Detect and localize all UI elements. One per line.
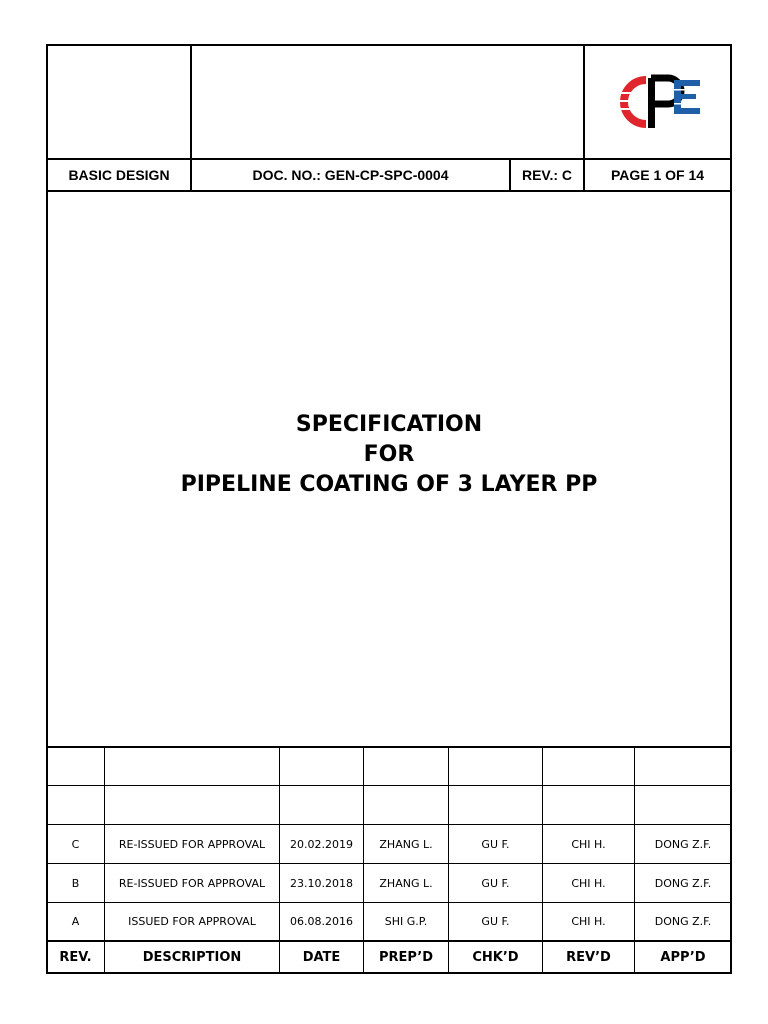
checked-cell: [449, 786, 542, 824]
revision-label: REV.: C: [521, 167, 573, 183]
description-cell: [105, 747, 279, 785]
doc-number: DOC. NO.: GEN-CP-SPC-0004: [252, 167, 449, 183]
prepared-cell: ZHANG L.: [379, 876, 433, 890]
column-header-rev: REV.: [59, 950, 92, 965]
cpe-logo: [616, 70, 704, 134]
reviewed-cell: CHI H.: [571, 876, 606, 890]
description-cell: RE-ISSUED FOR APPROVAL: [118, 837, 266, 851]
approved-cell: DONG Z.F.: [654, 876, 712, 890]
description-cell: [105, 786, 279, 824]
date-cell: 23.10.2018: [290, 876, 353, 890]
column-header-prepared: PREP’D: [378, 950, 434, 965]
checked-cell: [449, 747, 542, 785]
approved-cell: DONG Z.F.: [654, 915, 712, 928]
column-header-checked: CHK’D: [472, 950, 519, 965]
reviewed-cell: [543, 747, 634, 785]
header-bottom-border: [46, 190, 732, 192]
reviewed-cell: CHI H.: [571, 915, 606, 928]
date-cell: 20.02.2019: [290, 837, 353, 851]
checked-cell: GU F.: [481, 837, 510, 851]
prepared-cell: [364, 786, 448, 824]
title-line-3: PIPELINE COATING OF 3 LAYER PP: [180, 472, 598, 497]
rev-cell: B: [71, 876, 80, 890]
title-line-2: FOR: [363, 442, 415, 467]
approved-cell: [635, 747, 731, 785]
rev-cell: [47, 747, 104, 785]
column-header-description: DESCRIPTION: [142, 950, 242, 965]
prepared-cell: [364, 747, 448, 785]
description-cell: RE-ISSUED FOR APPROVAL: [118, 876, 266, 890]
date-cell: 06.08.2016: [290, 915, 353, 928]
column-header-approved: APP’D: [660, 950, 706, 965]
rev-cell: C: [71, 837, 80, 851]
approved-cell: DONG Z.F.: [654, 837, 712, 851]
page-number: PAGE 1 OF 14: [610, 167, 705, 183]
rev-cell: [47, 786, 104, 824]
date-cell: [280, 747, 363, 785]
description-cell: ISSUED FOR APPROVAL: [128, 915, 256, 928]
column-header-reviewed: REV’D: [566, 950, 611, 965]
prepared-cell: ZHANG L.: [379, 837, 433, 851]
checked-cell: GU F.: [481, 915, 510, 928]
reviewed-cell: [543, 786, 634, 824]
title-line-1: SPECIFICATION: [295, 412, 483, 437]
basic-design-label: BASIC DESIGN: [68, 167, 170, 183]
reviewed-cell: CHI H.: [571, 837, 606, 851]
approved-cell: [635, 786, 731, 824]
prepared-cell: SHI G.P.: [384, 915, 428, 928]
rev-cell: A: [71, 915, 80, 928]
checked-cell: GU F.: [481, 876, 510, 890]
column-header-date: DATE: [302, 950, 341, 965]
date-cell: [280, 786, 363, 824]
